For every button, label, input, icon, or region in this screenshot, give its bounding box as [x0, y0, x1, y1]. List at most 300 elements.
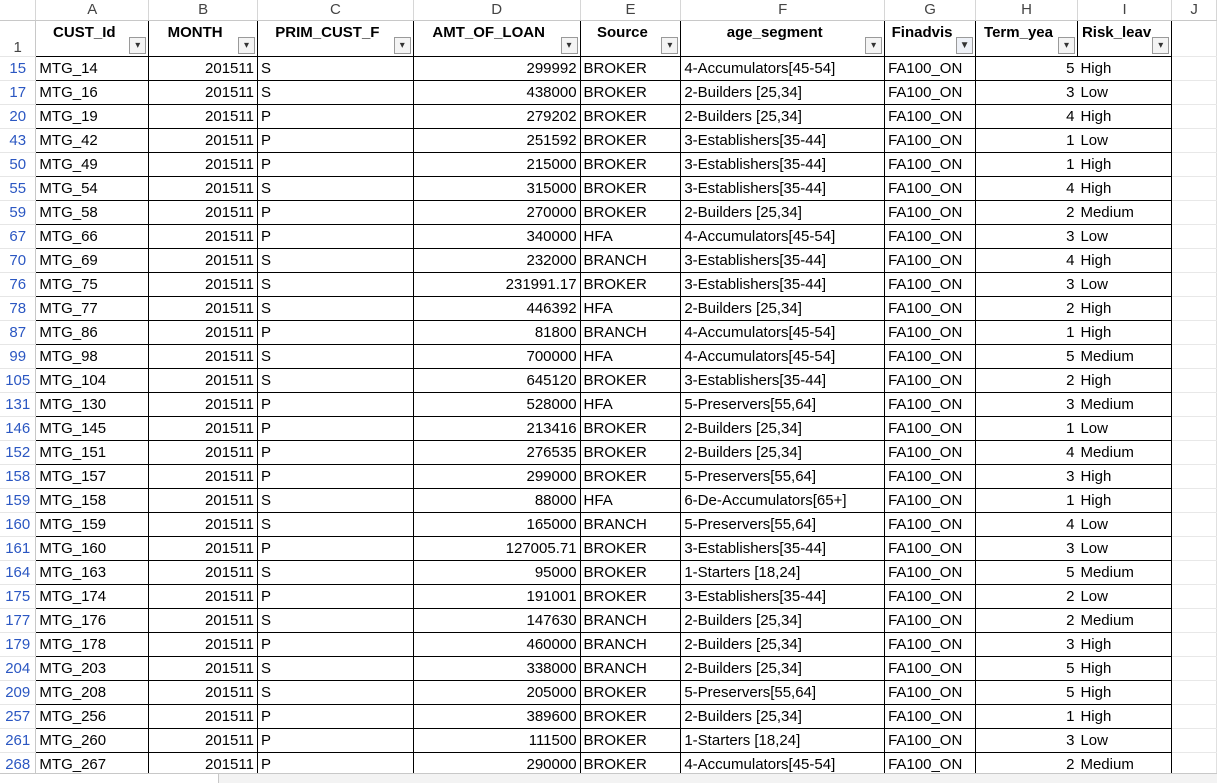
- table-cell[interactable]: HFA: [580, 488, 681, 512]
- table-cell[interactable]: P: [257, 152, 413, 176]
- table-cell[interactable]: 3-Establishers[35-44]: [681, 272, 885, 296]
- filter-dropdown-icon[interactable]: ▾: [394, 37, 411, 54]
- table-cell[interactable]: S: [257, 56, 413, 80]
- table-cell[interactable]: 201511: [149, 56, 258, 80]
- table-cell[interactable]: S: [257, 272, 413, 296]
- table-cell[interactable]: MTG_49: [36, 152, 149, 176]
- table-cell[interactable]: MTG_157: [36, 464, 149, 488]
- filter-dropdown-icon[interactable]: ▾: [1058, 37, 1075, 54]
- table-cell[interactable]: 3-Establishers[35-44]: [681, 176, 885, 200]
- table-cell[interactable]: 270000: [413, 200, 580, 224]
- table-cell[interactable]: 3: [976, 464, 1078, 488]
- table-cell[interactable]: 201511: [149, 536, 258, 560]
- empty-cell[interactable]: [1172, 128, 1217, 152]
- empty-cell[interactable]: [1172, 152, 1217, 176]
- table-cell[interactable]: 2: [976, 200, 1078, 224]
- table-cell[interactable]: High: [1077, 656, 1171, 680]
- table-cell[interactable]: MTG_14: [36, 56, 149, 80]
- empty-cell[interactable]: [1172, 464, 1217, 488]
- table-cell[interactable]: BRANCH: [580, 656, 681, 680]
- table-cell[interactable]: 2-Builders [25,34]: [681, 632, 885, 656]
- table-cell[interactable]: MTG_77: [36, 296, 149, 320]
- table-cell[interactable]: FA100_ON: [885, 368, 976, 392]
- row-number[interactable]: 152: [0, 440, 36, 464]
- row-number[interactable]: 76: [0, 272, 36, 296]
- row-number[interactable]: 55: [0, 176, 36, 200]
- column-header-b[interactable]: B: [149, 0, 258, 20]
- table-cell[interactable]: 5-Preservers[55,64]: [681, 512, 885, 536]
- table-cell[interactable]: FA100_ON: [885, 608, 976, 632]
- table-cell[interactable]: FA100_ON: [885, 584, 976, 608]
- column-header-j[interactable]: J: [1172, 0, 1217, 20]
- table-cell[interactable]: 201511: [149, 344, 258, 368]
- row-number[interactable]: 160: [0, 512, 36, 536]
- table-cell[interactable]: 3: [976, 632, 1078, 656]
- table-cell[interactable]: Low: [1077, 512, 1171, 536]
- table-cell[interactable]: High: [1077, 488, 1171, 512]
- empty-cell[interactable]: [1172, 320, 1217, 344]
- table-cell[interactable]: 201511: [149, 104, 258, 128]
- table-cell[interactable]: 201511: [149, 224, 258, 248]
- table-cell[interactable]: BROKER: [580, 56, 681, 80]
- table-cell[interactable]: FA100_ON: [885, 128, 976, 152]
- table-cell[interactable]: P: [257, 392, 413, 416]
- table-cell[interactable]: MTG_42: [36, 128, 149, 152]
- table-cell[interactable]: 201511: [149, 608, 258, 632]
- table-cell[interactable]: 389600: [413, 704, 580, 728]
- table-cell[interactable]: S: [257, 608, 413, 632]
- table-cell[interactable]: S: [257, 488, 413, 512]
- table-cell[interactable]: 201511: [149, 584, 258, 608]
- table-cell[interactable]: 700000: [413, 344, 580, 368]
- header-cell[interactable]: [1077, 20, 1171, 56]
- table-cell[interactable]: Low: [1077, 80, 1171, 104]
- empty-cell[interactable]: [1172, 80, 1217, 104]
- table-cell[interactable]: 1: [976, 488, 1078, 512]
- row-number[interactable]: 179: [0, 632, 36, 656]
- table-cell[interactable]: 251592: [413, 128, 580, 152]
- table-cell[interactable]: MTG_267: [36, 752, 149, 776]
- table-cell[interactable]: MTG_163: [36, 560, 149, 584]
- table-cell[interactable]: FA100_ON: [885, 512, 976, 536]
- empty-cell[interactable]: [1172, 632, 1217, 656]
- table-cell[interactable]: 4-Accumulators[45-54]: [681, 752, 885, 776]
- table-cell[interactable]: 201511: [149, 320, 258, 344]
- filter-dropdown-icon[interactable]: ▾: [865, 37, 882, 54]
- row-number[interactable]: 59: [0, 200, 36, 224]
- table-cell[interactable]: 88000: [413, 488, 580, 512]
- table-cell[interactable]: BROKER: [580, 728, 681, 752]
- table-cell[interactable]: 645120: [413, 368, 580, 392]
- table-cell[interactable]: High: [1077, 296, 1171, 320]
- table-cell[interactable]: FA100_ON: [885, 440, 976, 464]
- table-cell[interactable]: 3: [976, 80, 1078, 104]
- table-cell[interactable]: FA100_ON: [885, 488, 976, 512]
- header-cell[interactable]: [976, 20, 1078, 56]
- table-cell[interactable]: High: [1077, 680, 1171, 704]
- table-cell[interactable]: FA100_ON: [885, 560, 976, 584]
- header-cell[interactable]: [413, 20, 580, 56]
- table-cell[interactable]: 5-Preservers[55,64]: [681, 680, 885, 704]
- row-number[interactable]: 1: [0, 20, 36, 56]
- table-cell[interactable]: 5: [976, 56, 1078, 80]
- row-number[interactable]: 43: [0, 128, 36, 152]
- table-cell[interactable]: 315000: [413, 176, 580, 200]
- table-cell[interactable]: 4-Accumulators[45-54]: [681, 224, 885, 248]
- row-number[interactable]: 268: [0, 752, 36, 776]
- table-cell[interactable]: 3-Establishers[35-44]: [681, 536, 885, 560]
- table-cell[interactable]: 4: [976, 248, 1078, 272]
- table-cell[interactable]: 4: [976, 440, 1078, 464]
- table-cell[interactable]: BROKER: [580, 704, 681, 728]
- table-cell[interactable]: P: [257, 536, 413, 560]
- empty-cell[interactable]: [1172, 440, 1217, 464]
- row-number[interactable]: 177: [0, 608, 36, 632]
- table-cell[interactable]: MTG_159: [36, 512, 149, 536]
- table-cell[interactable]: BROKER: [580, 416, 681, 440]
- table-cell[interactable]: 201511: [149, 632, 258, 656]
- table-cell[interactable]: 2-Builders [25,34]: [681, 440, 885, 464]
- table-cell[interactable]: MTG_178: [36, 632, 149, 656]
- table-cell[interactable]: 165000: [413, 512, 580, 536]
- table-cell[interactable]: 201511: [149, 200, 258, 224]
- row-number[interactable]: 67: [0, 224, 36, 248]
- table-cell[interactable]: Low: [1077, 272, 1171, 296]
- empty-cell[interactable]: [1172, 272, 1217, 296]
- filter-dropdown-icon[interactable]: ▾: [661, 37, 678, 54]
- column-header-c[interactable]: C: [257, 0, 413, 20]
- empty-cell[interactable]: [1172, 224, 1217, 248]
- table-cell[interactable]: MTG_160: [36, 536, 149, 560]
- table-cell[interactable]: 1-Starters [18,24]: [681, 560, 885, 584]
- table-cell[interactable]: High: [1077, 464, 1171, 488]
- table-cell[interactable]: 2-Builders [25,34]: [681, 80, 885, 104]
- table-cell[interactable]: High: [1077, 176, 1171, 200]
- table-cell[interactable]: HFA: [580, 344, 681, 368]
- table-cell[interactable]: 3-Establishers[35-44]: [681, 128, 885, 152]
- table-cell[interactable]: 4: [976, 512, 1078, 536]
- table-cell[interactable]: Low: [1077, 728, 1171, 752]
- table-cell[interactable]: 276535: [413, 440, 580, 464]
- table-cell[interactable]: 2: [976, 608, 1078, 632]
- table-cell[interactable]: BROKER: [580, 200, 681, 224]
- table-cell[interactable]: Medium: [1077, 752, 1171, 776]
- table-cell[interactable]: FA100_ON: [885, 248, 976, 272]
- table-cell[interactable]: 3-Establishers[35-44]: [681, 152, 885, 176]
- row-number[interactable]: 175: [0, 584, 36, 608]
- table-cell[interactable]: 201511: [149, 704, 258, 728]
- table-cell[interactable]: 201511: [149, 728, 258, 752]
- empty-cell[interactable]: [1172, 416, 1217, 440]
- table-cell[interactable]: 201511: [149, 464, 258, 488]
- table-cell[interactable]: P: [257, 440, 413, 464]
- table-cell[interactable]: 3: [976, 392, 1078, 416]
- table-cell[interactable]: BROKER: [580, 584, 681, 608]
- table-cell[interactable]: Medium: [1077, 344, 1171, 368]
- column-header-a[interactable]: A: [36, 0, 149, 20]
- filter-dropdown-icon[interactable]: ▾: [129, 37, 146, 54]
- table-cell[interactable]: Low: [1077, 416, 1171, 440]
- table-cell[interactable]: 2-Builders [25,34]: [681, 416, 885, 440]
- table-cell[interactable]: BROKER: [580, 176, 681, 200]
- filter-dropdown-icon[interactable]: ▾: [561, 37, 578, 54]
- table-cell[interactable]: 1: [976, 416, 1078, 440]
- table-cell[interactable]: P: [257, 632, 413, 656]
- empty-cell[interactable]: [1172, 344, 1217, 368]
- table-cell[interactable]: 201511: [149, 152, 258, 176]
- table-cell[interactable]: 201511: [149, 392, 258, 416]
- table-cell[interactable]: 201511: [149, 248, 258, 272]
- table-cell[interactable]: BROKER: [580, 152, 681, 176]
- empty-cell[interactable]: [1172, 536, 1217, 560]
- table-cell[interactable]: 201511: [149, 176, 258, 200]
- table-cell[interactable]: 1: [976, 320, 1078, 344]
- table-cell[interactable]: BROKER: [580, 680, 681, 704]
- empty-cell[interactable]: [1172, 656, 1217, 680]
- table-cell[interactable]: 2-Builders [25,34]: [681, 656, 885, 680]
- table-cell[interactable]: BROKER: [580, 560, 681, 584]
- table-cell[interactable]: 201511: [149, 296, 258, 320]
- table-cell[interactable]: BROKER: [580, 80, 681, 104]
- row-number[interactable]: 20: [0, 104, 36, 128]
- table-cell[interactable]: Medium: [1077, 200, 1171, 224]
- table-cell[interactable]: 201511: [149, 680, 258, 704]
- table-cell[interactable]: HFA: [580, 296, 681, 320]
- table-cell[interactable]: 3-Establishers[35-44]: [681, 368, 885, 392]
- column-header-e[interactable]: E: [580, 0, 681, 20]
- table-cell[interactable]: HFA: [580, 392, 681, 416]
- table-cell[interactable]: 2-Builders [25,34]: [681, 704, 885, 728]
- table-cell[interactable]: P: [257, 104, 413, 128]
- table-cell[interactable]: FA100_ON: [885, 272, 976, 296]
- table-cell[interactable]: Medium: [1077, 392, 1171, 416]
- table-cell[interactable]: 201511: [149, 416, 258, 440]
- table-cell[interactable]: S: [257, 656, 413, 680]
- table-cell[interactable]: High: [1077, 104, 1171, 128]
- table-cell[interactable]: MTG_104: [36, 368, 149, 392]
- table-cell[interactable]: 4: [976, 176, 1078, 200]
- table-cell[interactable]: P: [257, 728, 413, 752]
- table-cell[interactable]: P: [257, 128, 413, 152]
- empty-cell[interactable]: [1172, 704, 1217, 728]
- table-cell[interactable]: High: [1077, 632, 1171, 656]
- table-cell[interactable]: BROKER: [580, 128, 681, 152]
- table-cell[interactable]: 5: [976, 680, 1078, 704]
- row-number[interactable]: 164: [0, 560, 36, 584]
- table-cell[interactable]: P: [257, 464, 413, 488]
- empty-cell[interactable]: [1172, 176, 1217, 200]
- table-cell[interactable]: MTG_151: [36, 440, 149, 464]
- row-number[interactable]: 78: [0, 296, 36, 320]
- table-cell[interactable]: MTG_174: [36, 584, 149, 608]
- table-cell[interactable]: S: [257, 176, 413, 200]
- table-cell[interactable]: FA100_ON: [885, 752, 976, 776]
- table-cell[interactable]: MTG_256: [36, 704, 149, 728]
- table-cell[interactable]: S: [257, 248, 413, 272]
- row-number[interactable]: 158: [0, 464, 36, 488]
- table-cell[interactable]: High: [1077, 56, 1171, 80]
- table-cell[interactable]: 5-Preservers[55,64]: [681, 464, 885, 488]
- row-number[interactable]: 17: [0, 80, 36, 104]
- table-cell[interactable]: 338000: [413, 656, 580, 680]
- table-cell[interactable]: BROKER: [580, 104, 681, 128]
- table-cell[interactable]: Low: [1077, 224, 1171, 248]
- table-cell[interactable]: 6-De-Accumulators[65+]: [681, 488, 885, 512]
- table-cell[interactable]: P: [257, 416, 413, 440]
- table-cell[interactable]: 5: [976, 560, 1078, 584]
- table-cell[interactable]: MTG_58: [36, 200, 149, 224]
- empty-cell[interactable]: [1172, 20, 1217, 56]
- table-cell[interactable]: FA100_ON: [885, 392, 976, 416]
- table-cell[interactable]: P: [257, 224, 413, 248]
- header-cell[interactable]: [149, 20, 258, 56]
- header-cell[interactable]: [36, 20, 149, 56]
- filter-dropdown-icon[interactable]: ▾: [238, 37, 255, 54]
- table-cell[interactable]: MTG_86: [36, 320, 149, 344]
- table-cell[interactable]: BRANCH: [580, 248, 681, 272]
- table-cell[interactable]: MTG_98: [36, 344, 149, 368]
- column-header-i[interactable]: I: [1077, 0, 1171, 20]
- table-cell[interactable]: FA100_ON: [885, 56, 976, 80]
- table-cell[interactable]: S: [257, 560, 413, 584]
- column-header-f[interactable]: F: [681, 0, 885, 20]
- table-cell[interactable]: S: [257, 344, 413, 368]
- row-number[interactable]: 87: [0, 320, 36, 344]
- table-cell[interactable]: High: [1077, 248, 1171, 272]
- table-cell[interactable]: FA100_ON: [885, 320, 976, 344]
- table-cell[interactable]: 147630: [413, 608, 580, 632]
- table-cell[interactable]: 2-Builders [25,34]: [681, 104, 885, 128]
- empty-cell[interactable]: [1172, 512, 1217, 536]
- table-cell[interactable]: 201511: [149, 656, 258, 680]
- table-cell[interactable]: 201511: [149, 488, 258, 512]
- header-cell[interactable]: [885, 20, 976, 56]
- table-cell[interactable]: 2-Builders [25,34]: [681, 296, 885, 320]
- header-cell[interactable]: [257, 20, 413, 56]
- table-cell[interactable]: P: [257, 320, 413, 344]
- table-cell[interactable]: S: [257, 80, 413, 104]
- table-cell[interactable]: 3-Establishers[35-44]: [681, 584, 885, 608]
- table-cell[interactable]: High: [1077, 320, 1171, 344]
- table-cell[interactable]: High: [1077, 368, 1171, 392]
- table-cell[interactable]: 340000: [413, 224, 580, 248]
- table-cell[interactable]: 4-Accumulators[45-54]: [681, 56, 885, 80]
- table-cell[interactable]: 1-Starters [18,24]: [681, 728, 885, 752]
- table-cell[interactable]: P: [257, 200, 413, 224]
- table-cell[interactable]: 231991.17: [413, 272, 580, 296]
- table-cell[interactable]: FA100_ON: [885, 656, 976, 680]
- table-cell[interactable]: MTG_130: [36, 392, 149, 416]
- table-cell[interactable]: 4: [976, 104, 1078, 128]
- table-cell[interactable]: FA100_ON: [885, 104, 976, 128]
- table-cell[interactable]: 201511: [149, 272, 258, 296]
- table-cell[interactable]: BRANCH: [580, 320, 681, 344]
- empty-cell[interactable]: [1172, 488, 1217, 512]
- table-cell[interactable]: 81800: [413, 320, 580, 344]
- empty-cell[interactable]: [1172, 728, 1217, 752]
- table-cell[interactable]: BROKER: [580, 752, 681, 776]
- empty-cell[interactable]: [1172, 392, 1217, 416]
- table-cell[interactable]: S: [257, 296, 413, 320]
- table-cell[interactable]: S: [257, 512, 413, 536]
- table-cell[interactable]: FA100_ON: [885, 536, 976, 560]
- table-cell[interactable]: BROKER: [580, 272, 681, 296]
- table-cell[interactable]: MTG_158: [36, 488, 149, 512]
- row-number[interactable]: 99: [0, 344, 36, 368]
- table-cell[interactable]: 4-Accumulators[45-54]: [681, 320, 885, 344]
- table-cell[interactable]: Medium: [1077, 440, 1171, 464]
- row-number[interactable]: 161: [0, 536, 36, 560]
- table-cell[interactable]: HFA: [580, 224, 681, 248]
- table-cell[interactable]: 215000: [413, 152, 580, 176]
- table-cell[interactable]: MTG_208: [36, 680, 149, 704]
- table-cell[interactable]: S: [257, 680, 413, 704]
- table-cell[interactable]: BROKER: [580, 536, 681, 560]
- row-number[interactable]: 159: [0, 488, 36, 512]
- table-cell[interactable]: 460000: [413, 632, 580, 656]
- table-cell[interactable]: MTG_260: [36, 728, 149, 752]
- table-cell[interactable]: 528000: [413, 392, 580, 416]
- row-number[interactable]: 15: [0, 56, 36, 80]
- row-number[interactable]: 131: [0, 392, 36, 416]
- table-cell[interactable]: Low: [1077, 536, 1171, 560]
- table-cell[interactable]: FA100_ON: [885, 680, 976, 704]
- table-cell[interactable]: 5-Preservers[55,64]: [681, 392, 885, 416]
- table-cell[interactable]: Medium: [1077, 560, 1171, 584]
- empty-cell[interactable]: [1172, 608, 1217, 632]
- empty-cell[interactable]: [1172, 56, 1217, 80]
- table-cell[interactable]: FA100_ON: [885, 224, 976, 248]
- table-cell[interactable]: FA100_ON: [885, 632, 976, 656]
- table-cell[interactable]: FA100_ON: [885, 416, 976, 440]
- table-cell[interactable]: High: [1077, 152, 1171, 176]
- table-cell[interactable]: 446392: [413, 296, 580, 320]
- table-cell[interactable]: 2-Builders [25,34]: [681, 608, 885, 632]
- table-cell[interactable]: 438000: [413, 80, 580, 104]
- table-cell[interactable]: 191001: [413, 584, 580, 608]
- table-cell[interactable]: FA100_ON: [885, 464, 976, 488]
- table-cell[interactable]: BRANCH: [580, 608, 681, 632]
- table-cell[interactable]: 3: [976, 224, 1078, 248]
- table-cell[interactable]: FA100_ON: [885, 176, 976, 200]
- table-cell[interactable]: BRANCH: [580, 632, 681, 656]
- table-cell[interactable]: P: [257, 584, 413, 608]
- table-cell[interactable]: 290000: [413, 752, 580, 776]
- row-number[interactable]: 204: [0, 656, 36, 680]
- table-cell[interactable]: 279202: [413, 104, 580, 128]
- table-cell[interactable]: 299992: [413, 56, 580, 80]
- row-number[interactable]: 146: [0, 416, 36, 440]
- table-cell[interactable]: 201511: [149, 512, 258, 536]
- empty-cell[interactable]: [1172, 248, 1217, 272]
- table-cell[interactable]: 201511: [149, 128, 258, 152]
- column-header-d[interactable]: D: [413, 0, 580, 20]
- table-cell[interactable]: 3: [976, 272, 1078, 296]
- table-cell[interactable]: MTG_16: [36, 80, 149, 104]
- table-cell[interactable]: 201511: [149, 80, 258, 104]
- column-header-h[interactable]: H: [976, 0, 1078, 20]
- table-cell[interactable]: 5: [976, 344, 1078, 368]
- filter-dropdown-icon[interactable]: ▾: [1152, 37, 1169, 54]
- empty-cell[interactable]: [1172, 368, 1217, 392]
- table-cell[interactable]: 2: [976, 752, 1078, 776]
- table-cell[interactable]: 111500: [413, 728, 580, 752]
- table-cell[interactable]: MTG_75: [36, 272, 149, 296]
- table-cell[interactable]: FA100_ON: [885, 728, 976, 752]
- table-cell[interactable]: MTG_54: [36, 176, 149, 200]
- table-cell[interactable]: FA100_ON: [885, 152, 976, 176]
- active-filter-icon[interactable]: ▼: [956, 37, 973, 54]
